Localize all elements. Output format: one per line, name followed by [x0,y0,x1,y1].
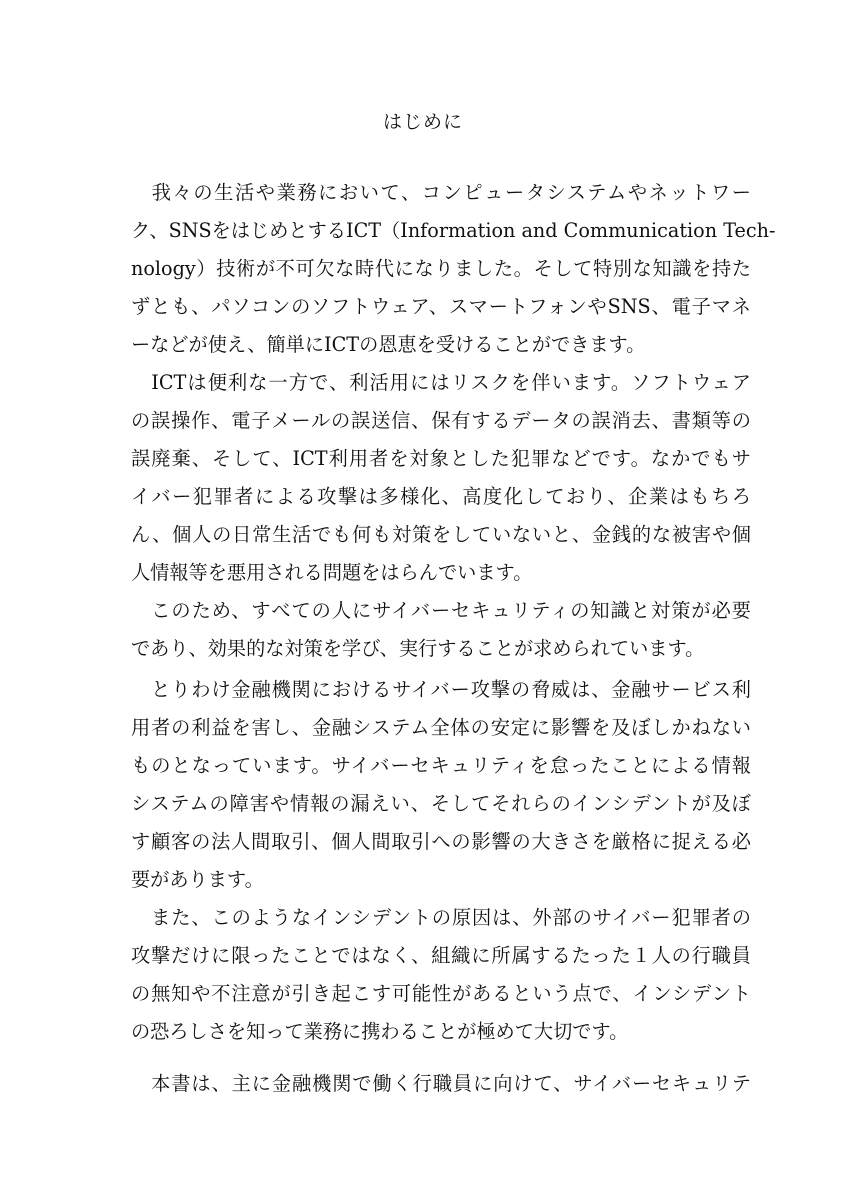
text-line: の恐ろしさを知って業務に携わることが極めて大切です。 [131,1020,629,1043]
text-line: また、このようなインシデントの原因は、外部のサイバー犯罪者の [131,906,751,929]
text-line: 用者の利益を害し、金融システム全体の安定に影響を及ぼしかねない [131,716,751,739]
text-line: ものとなっています。サイバーセキュリティを怠ったことによる情報 [131,754,751,777]
text-line: す顧客の法人間取引、個人間取引への影響の大きさを厳格に捉える必 [131,830,751,853]
section-book-purpose [131,1065,751,1103]
text-line: であり、効果的な対策を学び、実行することが求められています。 [131,637,705,660]
text-line: 我々の生活や業務において、コンピュータシステムやネットワー [131,181,751,204]
text-line: 人情報等を悪用される問題をはらんでいます。 [131,561,533,584]
text-line: ずとも、パソコンのソフトウェア、スマートフォンやSNS、電子マネ [131,295,751,318]
text-line: ん、個人の日常生活でも何も対策をしていないと、金銭的な被害や個 [131,523,751,546]
text-line: このため、すべての人にサイバーセキュリティの知識と対策が必要 [131,599,751,622]
text-line: の誤操作、電子メールの誤送信、保有するデータの誤消去、書類等の [131,409,751,432]
text-line: nology）技術が不可欠な時代になりました。そして特別な知識を持た [131,257,751,280]
text-line: 攻撃だけに限ったことではなく、組織に所属するたった１人の行職員 [131,944,751,967]
text-line: イバー犯罪者による攻撃は多様化、高度化しており、企業はもちろ [131,485,751,508]
text-line: 本書は、主に金融機関で働く行職員に向けて、サイバーセキュリテ [131,1072,751,1095]
section-introduction [131,174,776,668]
text-line: ICTは便利な一方で、利活用にはリスクを伴います。ソフトウェア [131,371,751,394]
text-line: ーなどが使え、簡単にICTの恩恵を受けることができます。 [131,333,646,356]
page-title: はじめに [382,111,463,133]
text-line: 誤廃棄、そして、ICT利用者を対象とした犯罪などです。なかでもサ [131,447,751,470]
text-line: ク、SNSをはじめとするICT（Information and Communication Tech- [131,219,776,242]
text-line: システムの障害や情報の漏えい、そしてそれらのインシデントが及ぼ [131,792,751,815]
text-line: とりわけ金融機関におけるサイバー攻撃の脅威は、金融サービス利 [131,678,751,701]
text-line: の無知や不注意が引き起こす可能性があるという点で、インシデント [131,982,751,1005]
text-line: 要があります。 [131,868,264,891]
section-financial-institutions [131,671,751,1051]
